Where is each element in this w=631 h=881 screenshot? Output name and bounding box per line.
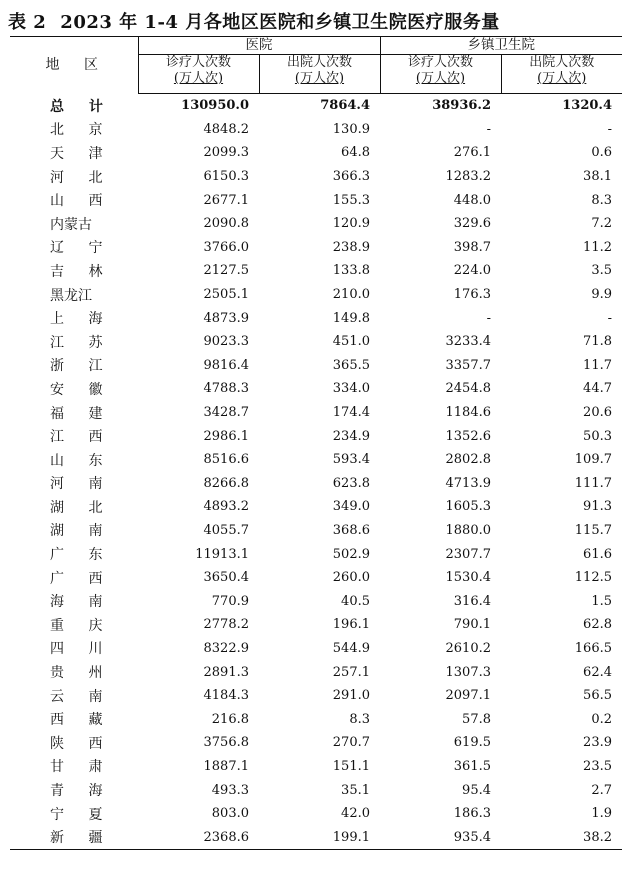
value-cell: 210.0	[332, 287, 370, 303]
value-cell: 20.6	[583, 405, 612, 421]
value-cell: 71.8	[583, 334, 612, 350]
value-cell: 493.3	[211, 782, 249, 798]
region-cell: 吉 林	[50, 263, 113, 280]
value-cell: 64.8	[341, 145, 370, 161]
value-cell: 176.3	[453, 287, 491, 303]
table-row	[10, 755, 622, 779]
value-cell: 291.0	[332, 688, 370, 704]
value-cell: 166.5	[574, 640, 612, 656]
value-cell: 2.7	[591, 782, 612, 798]
value-cell: 544.9	[332, 640, 370, 656]
value-cell: 3650.4	[203, 570, 249, 586]
region-cell: 北 京	[50, 122, 113, 139]
value-cell: 935.4	[380, 825, 501, 849]
value-cell: 349.0	[332, 499, 370, 515]
value-cell: 196.1	[332, 617, 370, 633]
value-cell: 257.1	[332, 664, 370, 680]
value-cell: 2610.2	[445, 640, 491, 656]
table-header	[10, 37, 622, 94]
table-row	[10, 377, 622, 401]
value-cell: 3756.8	[203, 735, 249, 751]
value-cell: 1320.4	[562, 98, 612, 114]
value-cell: 2127.5	[203, 263, 249, 279]
value-cell: 115.7	[574, 522, 612, 538]
value-cell: 8.3	[591, 192, 612, 208]
value-cell: 4713.9	[445, 475, 491, 491]
value-cell: -	[486, 121, 491, 137]
region-cell: 福 建	[50, 405, 113, 422]
value-cell: 1.9	[591, 806, 612, 822]
table-row	[10, 637, 622, 661]
value-cell: 130950.0	[181, 98, 249, 114]
region-cell: 青 海	[50, 783, 113, 800]
visits-label: 诊疗人次数	[407, 55, 473, 70]
value-cell: 7.2	[591, 216, 612, 232]
value-cell: 56.5	[583, 688, 612, 704]
value-cell: 2986.1	[203, 428, 249, 444]
table-row	[10, 802, 622, 826]
discharges-label: 出院人次数	[529, 55, 595, 70]
value-cell: 2090.8	[203, 216, 249, 232]
value-cell: 3766.0	[203, 239, 249, 255]
table-row	[10, 188, 622, 212]
table-row	[10, 212, 622, 236]
value-cell: 790.1	[453, 617, 491, 633]
value-cell: 3233.4	[445, 334, 491, 350]
value-cell: 11.7	[583, 357, 612, 373]
visits-label: 诊疗人次数	[165, 55, 231, 70]
value-cell: 62.4	[583, 664, 612, 680]
value-cell: 1530.4	[445, 570, 491, 586]
value-cell: 1283.2	[445, 169, 491, 185]
table-row	[10, 613, 622, 637]
region-cell: 陕 西	[50, 735, 113, 752]
table-row	[10, 259, 622, 283]
value-cell: 8322.9	[203, 640, 249, 656]
value-cell: 62.8	[583, 617, 612, 633]
value-cell: 8.3	[349, 711, 370, 727]
value-cell: 35.1	[341, 782, 370, 798]
value-cell: 133.8	[332, 263, 370, 279]
value-cell: 7864.4	[320, 98, 370, 114]
value-cell: 593.4	[332, 452, 370, 468]
region-cell: 海 南	[50, 594, 113, 611]
value-cell: 120.9	[332, 216, 370, 232]
region-cell: 总 计	[50, 98, 113, 115]
table-row	[10, 472, 622, 496]
value-cell: 6150.3	[203, 169, 249, 185]
value-cell: 3357.7	[445, 357, 491, 373]
value-cell: 2778.2	[203, 617, 249, 633]
value-cell: 1184.6	[445, 405, 491, 421]
value-cell: 109.7	[574, 452, 612, 468]
table-title-text: 2023 年 1-4 月各地区医院和乡镇卫生院医疗服务量	[60, 12, 500, 33]
value-cell: 95.4	[462, 782, 491, 798]
region-cell: 贵 州	[50, 665, 113, 682]
value-cell: 149.8	[332, 310, 370, 326]
value-cell: 130.9	[332, 121, 370, 137]
value-cell: 361.5	[453, 758, 491, 774]
table-row	[10, 401, 622, 425]
region-cell: 江 西	[50, 429, 113, 446]
value-cell: -	[607, 310, 612, 326]
value-cell: 366.3	[332, 169, 370, 185]
table-row	[10, 495, 622, 519]
region-cell: 上 海	[50, 311, 113, 328]
value-cell: 23.5	[583, 758, 612, 774]
hospital-visits-header	[138, 55, 259, 94]
table-row	[10, 707, 622, 731]
region-cell: 甘 肃	[50, 759, 113, 776]
value-cell: 1.5	[591, 593, 612, 609]
region-cell: 黑龙江	[50, 287, 92, 304]
value-cell: 398.7	[453, 239, 491, 255]
value-cell: 112.5	[574, 570, 612, 586]
unit-label: (万人次)	[415, 71, 466, 86]
value-cell: 174.4	[332, 405, 370, 421]
township-visits-header	[380, 55, 501, 94]
value-cell: 2802.8	[445, 452, 491, 468]
value-cell: 42.0	[341, 806, 370, 822]
value-cell: 334.0	[332, 381, 370, 397]
region-cell: 江 苏	[50, 334, 113, 351]
value-cell: 448.0	[453, 192, 491, 208]
region-cell: 山 西	[50, 193, 113, 210]
region-cell: 四 川	[50, 641, 113, 658]
value-cell: 623.8	[332, 475, 370, 491]
value-cell: 9.9	[591, 287, 612, 303]
region-cell: 内蒙古	[50, 216, 92, 233]
table-row	[10, 236, 622, 260]
region-cell: 湖 南	[50, 523, 113, 540]
value-cell: 57.8	[462, 711, 491, 727]
value-cell: 224.0	[453, 263, 491, 279]
value-cell: 4893.2	[203, 499, 249, 515]
table-row	[10, 660, 622, 684]
value-cell: 61.6	[583, 546, 612, 562]
region-cell: 云 南	[50, 688, 113, 705]
table-row	[10, 589, 622, 613]
value-cell: 186.3	[453, 806, 491, 822]
table-row	[10, 118, 622, 142]
value-cell: 216.8	[211, 711, 249, 727]
value-cell: 365.5	[332, 357, 370, 373]
region-cell: 河 南	[50, 476, 113, 493]
value-cell: 368.6	[332, 522, 370, 538]
value-cell: 151.1	[332, 758, 370, 774]
value-cell: 0.2	[591, 711, 612, 727]
value-cell: 4184.3	[203, 688, 249, 704]
value-cell: 4788.3	[203, 381, 249, 397]
value-cell: 2368.6	[138, 825, 259, 849]
region-cell: 重 庆	[50, 617, 113, 634]
value-cell: 9023.3	[203, 334, 249, 350]
region-cell: 广 西	[50, 570, 113, 587]
region-cell: 河 北	[50, 169, 113, 186]
region-cell: 广 东	[50, 547, 113, 564]
value-cell: 38.1	[583, 169, 612, 185]
value-cell: 260.0	[332, 570, 370, 586]
value-cell: 4873.9	[203, 310, 249, 326]
unit-label: (万人次)	[294, 71, 345, 86]
region-cell: 新 疆	[10, 825, 138, 849]
table-row	[10, 165, 622, 189]
value-cell: 111.7	[574, 475, 612, 491]
value-cell: 2454.8	[445, 381, 491, 397]
region-cell: 天 津	[50, 145, 113, 162]
table-row	[10, 778, 622, 802]
value-cell: 1880.0	[445, 522, 491, 538]
value-cell: 91.3	[583, 499, 612, 515]
value-cell: 1605.3	[445, 499, 491, 515]
table-row	[10, 306, 622, 330]
table-row	[10, 283, 622, 307]
value-cell: 3428.7	[203, 405, 249, 421]
table-row	[10, 141, 622, 165]
value-cell: 1887.1	[203, 758, 249, 774]
hospital-discharges-header	[259, 55, 380, 94]
table-row	[10, 330, 622, 354]
value-cell: 9816.4	[203, 357, 249, 373]
region-cell: 山 东	[50, 452, 113, 469]
value-cell: 1307.3	[445, 664, 491, 680]
value-cell: 44.7	[583, 381, 612, 397]
value-cell: 803.0	[211, 806, 249, 822]
value-cell: -	[607, 121, 612, 137]
value-cell: -	[486, 310, 491, 326]
table-title	[8, 8, 623, 34]
value-cell: 50.3	[583, 428, 612, 444]
table-row	[10, 825, 622, 849]
value-cell: 4848.2	[203, 121, 249, 137]
value-cell: 619.5	[453, 735, 491, 751]
table-row	[10, 566, 622, 590]
table-body	[10, 94, 622, 850]
table-number: 表 2	[8, 12, 47, 33]
unit-label: (万人次)	[173, 71, 224, 86]
value-cell: 11.2	[583, 239, 612, 255]
region-cell: 辽 宁	[50, 240, 113, 257]
value-cell: 276.1	[453, 145, 491, 161]
hospital-group-header: 医院	[138, 37, 380, 55]
value-cell: 770.9	[211, 593, 249, 609]
value-cell: 3.5	[591, 263, 612, 279]
region-cell: 湖 北	[50, 499, 113, 516]
table-row	[10, 424, 622, 448]
township-group-header: 乡镇卫生院	[380, 37, 622, 55]
value-cell: 2677.1	[203, 192, 249, 208]
medical-service-table	[10, 36, 622, 850]
value-cell: 1352.6	[445, 428, 491, 444]
region-cell: 西 藏	[50, 712, 113, 729]
total-row	[10, 94, 622, 118]
value-cell: 23.9	[583, 735, 612, 751]
table-row	[10, 684, 622, 708]
value-cell: 38.2	[501, 825, 622, 849]
value-cell: 4055.7	[203, 522, 249, 538]
table-row	[10, 542, 622, 566]
value-cell: 502.9	[332, 546, 370, 562]
value-cell: 8266.8	[203, 475, 249, 491]
table-row	[10, 519, 622, 543]
region-cell: 浙 江	[50, 358, 113, 375]
table-row	[10, 448, 622, 472]
value-cell: 329.6	[453, 216, 491, 232]
unit-label: (万人次)	[537, 71, 587, 86]
value-cell: 234.9	[332, 428, 370, 444]
value-cell: 155.3	[332, 192, 370, 208]
value-cell: 8516.6	[203, 452, 249, 468]
value-cell: 2505.1	[203, 287, 249, 303]
value-cell: 0.6	[591, 145, 612, 161]
township-discharges-header	[501, 55, 622, 94]
value-cell: 2307.7	[445, 546, 491, 562]
value-cell: 38936.2	[432, 98, 491, 114]
value-cell: 199.1	[259, 825, 380, 849]
region-cell: 安 徽	[50, 381, 113, 398]
value-cell: 316.4	[453, 593, 491, 609]
value-cell: 270.7	[332, 735, 370, 751]
value-cell: 238.9	[332, 239, 370, 255]
table-row	[10, 731, 622, 755]
discharges-label: 出院人次数	[286, 55, 352, 70]
table-row	[10, 354, 622, 378]
region-column-header: 地 区	[10, 37, 138, 94]
value-cell: 2097.1	[445, 688, 491, 704]
region-cell: 宁 夏	[50, 806, 113, 823]
value-cell: 40.5	[341, 593, 370, 609]
value-cell: 2099.3	[203, 145, 249, 161]
value-cell: 451.0	[332, 334, 370, 350]
value-cell: 11913.1	[195, 546, 249, 562]
value-cell: 2891.3	[203, 664, 249, 680]
